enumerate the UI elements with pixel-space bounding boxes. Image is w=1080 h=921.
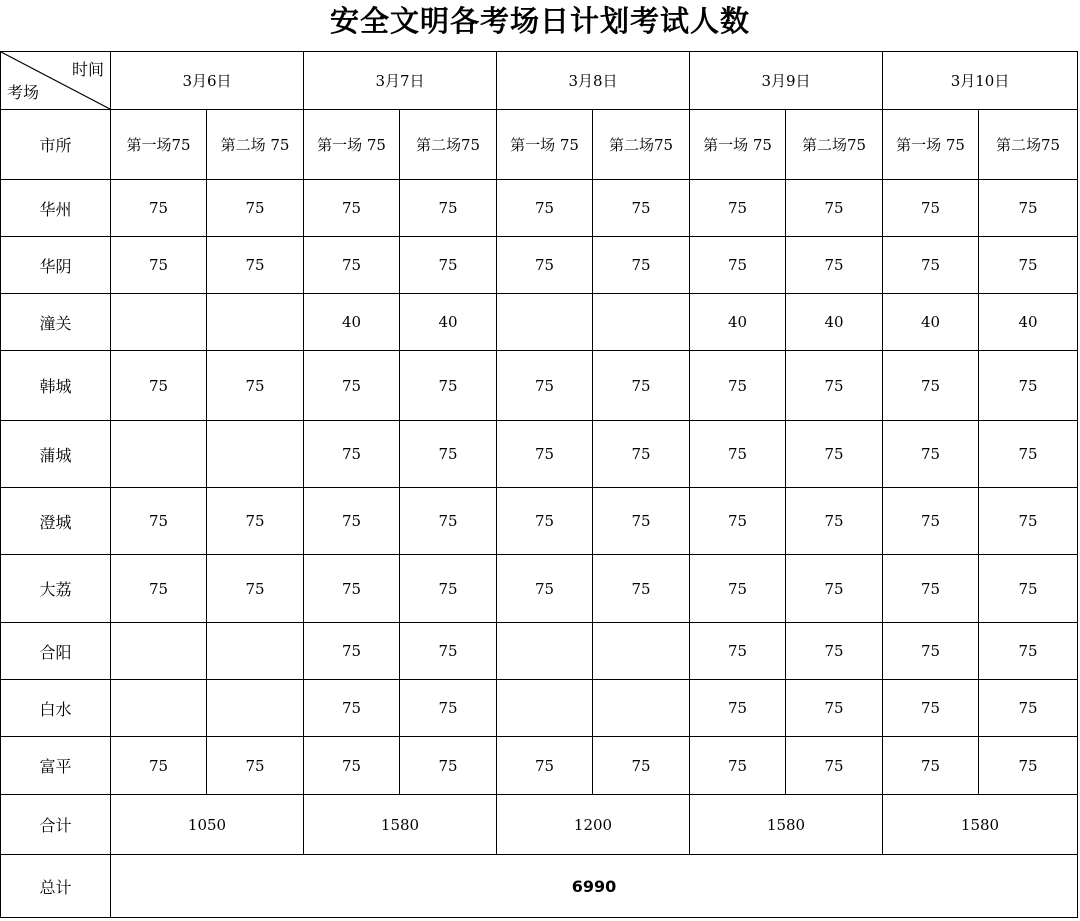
row-label: 大荔 (1, 555, 111, 623)
count-cell: 75 (979, 180, 1078, 237)
count-cell: 75 (979, 421, 1078, 488)
count-cell (207, 294, 304, 351)
session-cell: 第一场 75 (690, 110, 786, 180)
count-cell: 75 (497, 180, 593, 237)
count-cell: 75 (593, 555, 690, 623)
venue-row (1, 680, 1078, 737)
corner-label-venue: 考场 (7, 83, 40, 102)
count-cell: 75 (690, 623, 786, 680)
count-cell: 75 (593, 237, 690, 294)
count-cell: 75 (111, 488, 207, 555)
count-cell: 75 (400, 488, 497, 555)
count-cell: 75 (497, 737, 593, 795)
count-cell: 75 (400, 623, 497, 680)
count-cell: 75 (111, 555, 207, 623)
count-cell: 75 (883, 488, 979, 555)
count-cell (111, 294, 207, 351)
count-cell (207, 680, 304, 737)
count-cell: 75 (690, 351, 786, 421)
total-row (1, 855, 1078, 918)
count-cell: 75 (304, 237, 400, 294)
count-cell: 75 (111, 180, 207, 237)
session-cell: 第二场75 (400, 110, 497, 180)
count-cell: 75 (786, 488, 883, 555)
session-cell: 第二场 75 (207, 110, 304, 180)
count-cell: 75 (979, 623, 1078, 680)
count-cell (497, 294, 593, 351)
count-cell: 75 (111, 351, 207, 421)
session-cell: 第二场75 (979, 110, 1078, 180)
count-cell: 75 (883, 351, 979, 421)
count-cell: 75 (207, 237, 304, 294)
count-cell: 40 (690, 294, 786, 351)
date-header: 3月10日 (883, 52, 1078, 110)
count-cell (593, 623, 690, 680)
row-label: 澄城 (1, 488, 111, 555)
count-cell: 75 (786, 421, 883, 488)
row-label: 合阳 (1, 623, 111, 680)
count-cell: 40 (304, 294, 400, 351)
count-cell: 75 (883, 737, 979, 795)
count-cell: 75 (207, 737, 304, 795)
count-cell: 75 (883, 623, 979, 680)
count-cell: 75 (400, 351, 497, 421)
row-label: 华阴 (1, 237, 111, 294)
subtotal-cell: 1580 (690, 795, 883, 855)
row-label: 潼关 (1, 294, 111, 351)
venue-row (1, 421, 1078, 488)
session-cell: 第二场75 (786, 110, 883, 180)
page-title: 安全文明各考场日计划考试人数 (329, 4, 750, 38)
count-cell: 75 (304, 555, 400, 623)
count-cell: 75 (400, 555, 497, 623)
count-cell: 75 (111, 237, 207, 294)
count-cell: 75 (497, 237, 593, 294)
row-label: 华州 (1, 180, 111, 237)
count-cell: 75 (979, 555, 1078, 623)
row-label: 总计 (1, 855, 111, 918)
count-cell: 75 (979, 237, 1078, 294)
subtotal-cell: 1050 (111, 795, 304, 855)
count-cell (111, 680, 207, 737)
count-cell: 75 (979, 488, 1078, 555)
count-cell: 75 (786, 555, 883, 623)
subtotal-cell: 1580 (883, 795, 1078, 855)
venue-row (1, 555, 1078, 623)
count-cell: 75 (400, 237, 497, 294)
count-cell: 75 (497, 421, 593, 488)
count-cell: 75 (786, 180, 883, 237)
count-cell: 75 (400, 680, 497, 737)
venue-row (1, 623, 1078, 680)
count-cell: 75 (786, 237, 883, 294)
count-cell: 75 (883, 555, 979, 623)
count-cell (207, 421, 304, 488)
row-label: 合计 (1, 795, 111, 855)
count-cell: 75 (979, 680, 1078, 737)
session-cell: 第一场75 (111, 110, 207, 180)
session-cell: 第一场 75 (883, 110, 979, 180)
count-cell: 75 (497, 555, 593, 623)
corner-label-time: 时间 (71, 60, 104, 79)
count-cell: 75 (207, 351, 304, 421)
count-cell: 40 (979, 294, 1078, 351)
count-cell: 75 (400, 180, 497, 237)
date-header: 3月8日 (497, 52, 690, 110)
count-cell: 75 (400, 737, 497, 795)
count-cell (111, 623, 207, 680)
count-cell: 75 (690, 237, 786, 294)
venue-row (1, 180, 1078, 237)
venue-row (1, 488, 1078, 555)
date-header-row (1, 52, 1078, 110)
count-cell: 40 (786, 294, 883, 351)
row-label: 白水 (1, 680, 111, 737)
venue-row (1, 237, 1078, 294)
count-cell: 40 (400, 294, 497, 351)
total-cell: 6990 (111, 855, 1078, 918)
count-cell: 75 (593, 488, 690, 555)
count-cell: 75 (593, 180, 690, 237)
count-cell: 75 (690, 488, 786, 555)
count-cell: 40 (883, 294, 979, 351)
date-header: 3月9日 (690, 52, 883, 110)
count-cell: 75 (111, 737, 207, 795)
count-cell: 75 (400, 421, 497, 488)
count-cell: 75 (690, 180, 786, 237)
count-cell: 75 (304, 737, 400, 795)
corner-header-cell (1, 52, 111, 110)
venue-row (1, 294, 1078, 351)
count-cell: 75 (883, 180, 979, 237)
count-cell: 75 (883, 680, 979, 737)
date-header: 3月6日 (111, 52, 304, 110)
count-cell (497, 680, 593, 737)
count-cell: 75 (690, 680, 786, 737)
count-cell: 75 (690, 555, 786, 623)
count-cell: 75 (883, 421, 979, 488)
count-cell: 75 (497, 488, 593, 555)
count-cell: 75 (593, 351, 690, 421)
count-cell: 75 (979, 737, 1078, 795)
count-cell: 75 (979, 351, 1078, 421)
count-cell: 75 (593, 421, 690, 488)
session-row (1, 110, 1078, 180)
count-cell (497, 623, 593, 680)
count-cell: 75 (304, 488, 400, 555)
row-label: 市所 (1, 110, 111, 180)
count-cell: 75 (690, 737, 786, 795)
session-cell: 第二场75 (593, 110, 690, 180)
count-cell: 75 (207, 488, 304, 555)
count-cell: 75 (786, 351, 883, 421)
count-cell (111, 421, 207, 488)
count-cell: 75 (786, 680, 883, 737)
count-cell: 75 (304, 623, 400, 680)
count-cell: 75 (883, 237, 979, 294)
row-label: 韩城 (1, 351, 111, 421)
venue-row (1, 351, 1078, 421)
subtotal-row (1, 795, 1078, 855)
count-cell (593, 680, 690, 737)
subtotal-cell: 1580 (304, 795, 497, 855)
row-label: 蒲城 (1, 421, 111, 488)
session-cell: 第一场 75 (497, 110, 593, 180)
count-cell: 75 (207, 555, 304, 623)
date-header: 3月7日 (304, 52, 497, 110)
count-cell: 75 (786, 737, 883, 795)
count-cell: 75 (304, 421, 400, 488)
venue-row (1, 737, 1078, 795)
count-cell: 75 (304, 351, 400, 421)
session-cell: 第一场 75 (304, 110, 400, 180)
count-cell: 75 (593, 737, 690, 795)
count-cell: 75 (304, 680, 400, 737)
exam-schedule-table (0, 51, 1078, 918)
count-cell: 75 (207, 180, 304, 237)
count-cell: 75 (497, 351, 593, 421)
count-cell: 75 (786, 623, 883, 680)
count-cell: 75 (304, 180, 400, 237)
count-cell (207, 623, 304, 680)
count-cell (593, 294, 690, 351)
row-label: 富平 (1, 737, 111, 795)
subtotal-cell: 1200 (497, 795, 690, 855)
count-cell: 75 (690, 421, 786, 488)
